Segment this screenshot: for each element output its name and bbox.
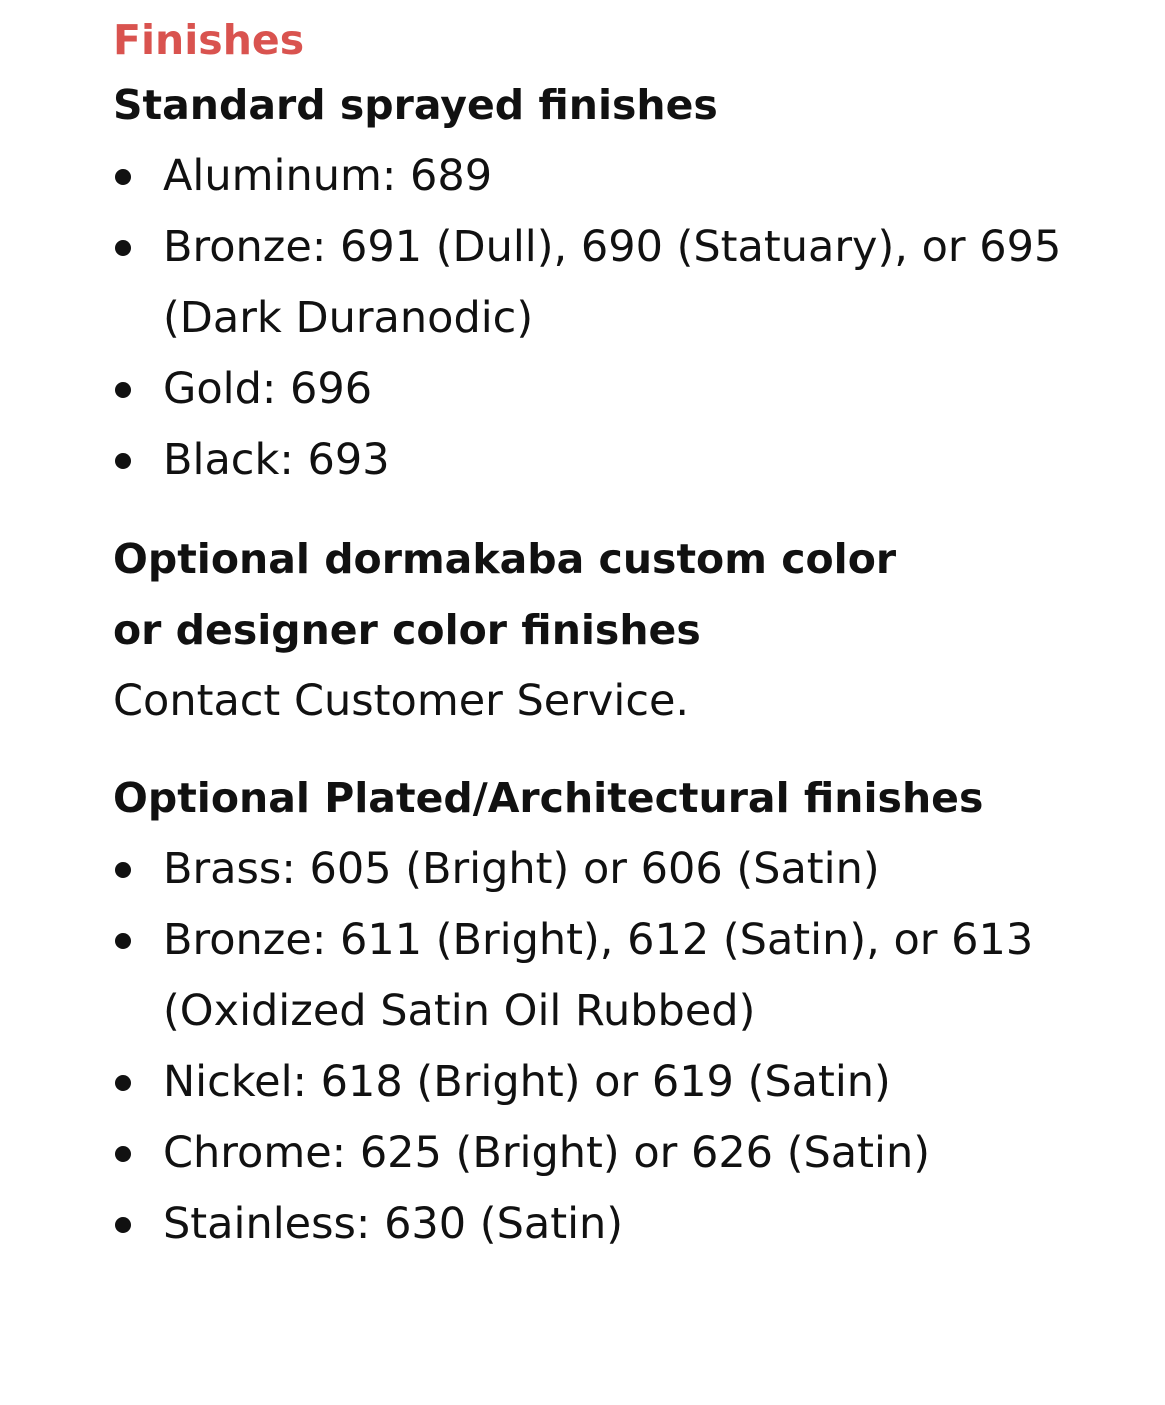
bullet-icon: [115, 382, 131, 398]
list-item-text: Stainless: 630 (Satin): [163, 1199, 624, 1249]
standard-finishes-heading: Standard sprayed finishes: [113, 81, 718, 129]
bullet-icon: [115, 862, 131, 878]
bullet-icon: [115, 240, 131, 256]
standard-finishes-list: [113, 141, 1073, 496]
spacer: [113, 737, 1073, 763]
list-item: [113, 354, 1073, 425]
custom-heading-line1: Optional dormakaba custom color: [113, 535, 897, 583]
list-item: [113, 1118, 1073, 1189]
bullet-icon: [115, 169, 131, 185]
list-item: [113, 141, 1073, 212]
bullet-icon: [115, 1075, 131, 1091]
list-item: [113, 1189, 1073, 1260]
list-item-text: Gold: 696: [163, 364, 373, 414]
bullet-icon: [115, 933, 131, 949]
section-title-finishes: Finishes: [113, 16, 305, 64]
list-item-text: Nickel: 618 (Bright) or 619 (Satin): [163, 1057, 891, 1107]
finishes-content: [113, 10, 1073, 1260]
list-item-text: Black: 693: [163, 435, 390, 485]
list-item-text: Chrome: 625 (Bright) or 626 (Satin): [163, 1128, 930, 1178]
list-item-text: Brass: 605 (Bright) or 606 (Satin): [163, 844, 880, 894]
list-item-text: Bronze: 611 (Bright), 612 (Satin), or 613 (Oxidized Satin Oil Rubbed): [163, 915, 1034, 1036]
bullet-icon: [115, 1217, 131, 1233]
list-item: [113, 905, 1073, 1047]
list-item-text: Aluminum: 689: [163, 151, 493, 201]
spacer: [113, 496, 1073, 524]
bullet-icon: [115, 453, 131, 469]
contact-customer-service-text: Contact Customer Service.: [113, 676, 690, 726]
list-item: [113, 834, 1073, 905]
bullet-icon: [115, 1146, 131, 1162]
list-item: [113, 212, 1073, 354]
custom-heading-line2: or designer color finishes: [113, 606, 701, 654]
plated-finishes-heading: Optional Plated/Architectural finishes: [113, 774, 984, 822]
list-item-text: Bronze: 691 (Dull), 690 (Statuary), or 695 (Dark Duranodic): [163, 222, 1062, 343]
plated-finishes-list: [113, 834, 1073, 1260]
list-item: [113, 1047, 1073, 1118]
list-item: [113, 425, 1073, 496]
custom-finishes-heading: [113, 524, 1073, 666]
